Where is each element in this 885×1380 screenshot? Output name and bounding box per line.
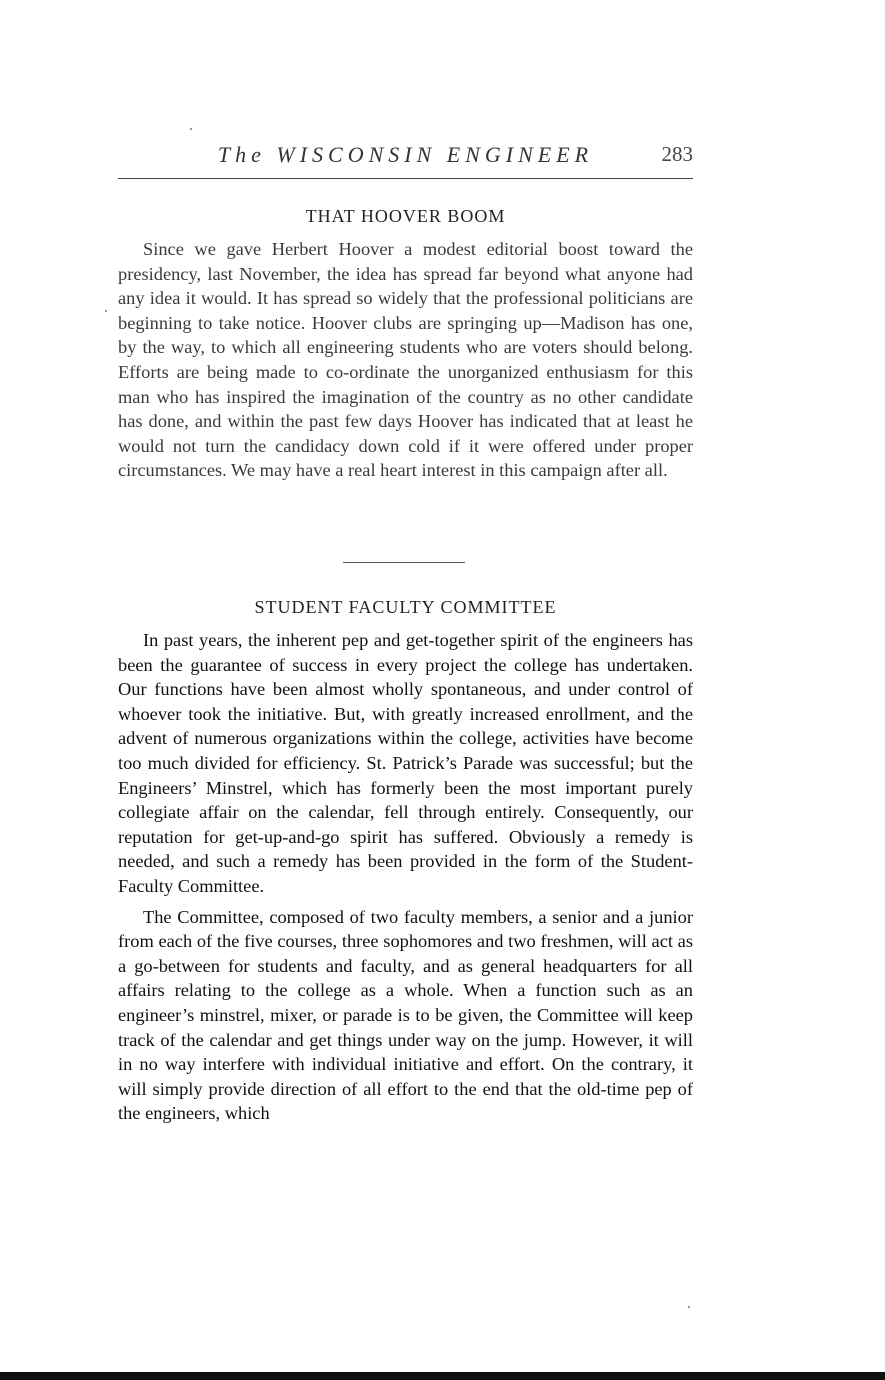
running-head [118,142,693,172]
page-number: 283 [661,142,693,166]
article-title: THAT HOOVER BOOM [305,206,506,226]
article-paragraph: In past years, the inherent pep and get-together spirit of the engineers has been the guarantee of success in every project the college has undertaken. Our functions have been almost wholly spontaneous, and under control of whoever took the initiative. But, with greatly increased enrollment, and the advent of numerous organizations within the college, activities have become too much divided for efficiency. St. Patrick’s Parade was successful; but the Engineers’ Minstrel, which has formerly been the most important purely collegiate affair on the calendar, fell through entirely. Consequently, our reputation for get-up-and-go spirit has suffered. Obviously a remedy is needed, and such a remedy has been provided in the form of the Student-Faculty Committee. [118,630,693,896]
journal-title: The WISCONSIN ENGINEER [217,142,594,167]
paper-speck [105,310,107,312]
paper-speck [688,1306,690,1308]
article-student-faculty-committee [118,597,693,1126]
section-divider [343,562,465,563]
header-rule [118,178,693,179]
article-paragraph: Since we gave Herbert Hoover a modest editorial boost toward the presidency, last November, the idea has spread far beyond what anyone had any idea it would. It has spread so widely that the professional politicians are beginning to take notice. Hoover clubs are springing up—Madison has one, by the way, to which all engineering students who are voters should belong. Efforts are being made to co-ordinate the unorganized enthusiasm for this man who has inspired the imagination of the country as no other candidate has done, and within the past few days Hoover has indicated that at least he would not turn the candidacy down cold if it were offered under proper circumstances. We may have a real heart interest in this campaign after all. [118,239,693,481]
article-hoover-boom [118,206,693,483]
article-title: STUDENT FACULTY COMMITTEE [254,597,557,617]
paper-speck [190,128,192,130]
scan-edge-band [0,1372,885,1380]
article-paragraph: The Committee, composed of two faculty members, a senior and a junior from each of the five courses, three sophomores and two freshmen, will act as a go-between for students and faculty, and as general headquarters for all affairs relating to the college as a whole. When a function such as an engineer’s minstrel, mixer, or parade is to be given, the Committee will keep track of the calendar and get things under way on the jump. However, it will in no way interfere with individual initiative and effort. On the contrary, it will simply provide direction of all effort to the end that the old-time pep of the engineers, which [118,906,693,1124]
